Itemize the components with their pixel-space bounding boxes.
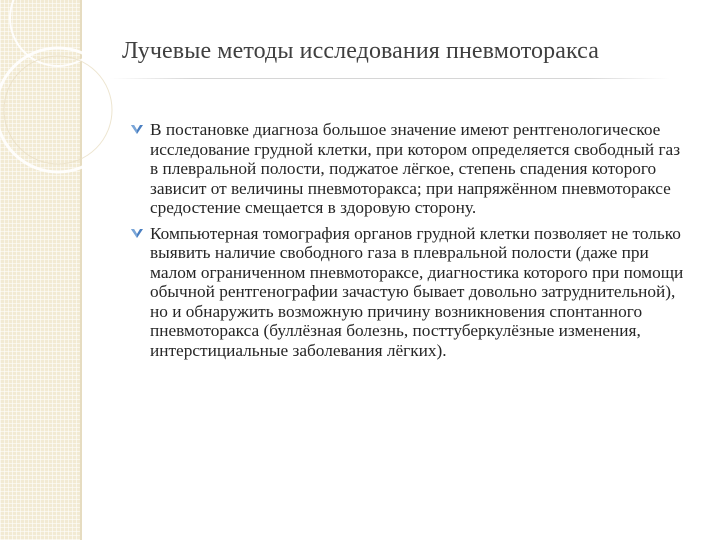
slide-title: Лучевые методы исследования пневмоторакса: [122, 38, 599, 64]
bullet-text-2: Компьютерная томография органов грудной клетки позволяет не только выявить наличие свободного газа в плевральной полости (даже при малом ограниченном пневмотораксе, диагностика которого при помощи обычной рентгенографии зачастую бывает довольно затруднительной), но и обнаружить возможную причину возникновения спонтанного пневмоторакса (буллёзная болезнь, посттуберкулёзные изменения, интерстициальные заболевания лёгких).: [150, 223, 684, 360]
checkmark-v-icon: [130, 226, 144, 240]
bullet-text-1: В постановке диагноза большое значение имеют рентгенологическое исследование грудной клетки, при котором определяется свободный газ в плевральной полости, поджатое лёгкое, степень спадения которого зависит от величины пневмоторакса; при напряжённом пневмотораксе средостение смещается в здоровую сторону.: [150, 120, 681, 217]
bullet-item-2: [130, 224, 690, 361]
checkmark-v-icon: [130, 122, 144, 136]
bullet-item-1: [130, 120, 690, 218]
decorative-circle-inner: [4, 56, 112, 164]
title-divider: [110, 78, 670, 79]
slide-content: [130, 120, 690, 366]
